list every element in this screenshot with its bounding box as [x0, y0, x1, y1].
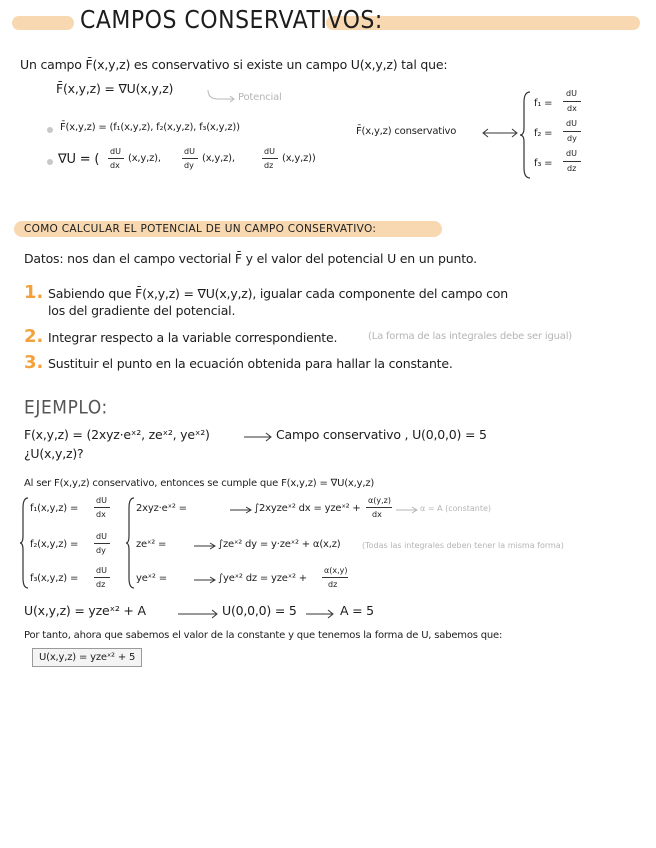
condition-lhs: f₂ =	[534, 128, 553, 139]
title-highlight-left	[12, 16, 74, 30]
arrow-icon	[306, 609, 334, 619]
condition-num: dU	[566, 89, 577, 98]
step-text: Integrar respecto a la variable correspondiente.	[48, 330, 338, 345]
row-frac-line	[322, 577, 348, 578]
example-result-line: U(x,y,z) = yzeˣ² + A	[24, 603, 146, 618]
row-frac-line	[94, 577, 110, 578]
condition-num: dU	[566, 149, 577, 158]
row-den: dx	[96, 510, 106, 519]
row-frac-line	[94, 507, 110, 508]
grad-frac-line	[262, 158, 278, 159]
double-arrow-icon	[480, 128, 520, 138]
arrow-icon	[194, 542, 216, 550]
example-heading: EJEMPLO:	[24, 397, 108, 419]
step-text: Sustituir el punto en la ecuación obtenida para hallar la constante.	[48, 356, 453, 371]
row-frac-num: α(x,y)	[324, 566, 348, 575]
potential-note: Potencial	[238, 92, 282, 103]
arrow-icon	[194, 576, 216, 584]
condition-frac-line	[563, 131, 581, 132]
note-arrow-icon	[396, 506, 418, 514]
row-frac-line	[94, 543, 110, 544]
condition-num: dU	[566, 119, 577, 128]
grad-frac-num: dU	[184, 147, 195, 156]
row-num: dU	[96, 496, 107, 505]
bullet-gradient-prefix: ∇U = (	[58, 152, 100, 167]
row-lhs: f₂(x,y,z) =	[30, 539, 79, 550]
definition-equation: F̄(x,y,z) = ∇U(x,y,z)	[56, 81, 174, 96]
row-frac-line	[366, 507, 392, 508]
example-constant: A = 5	[340, 603, 374, 618]
condition-frac-line	[563, 101, 581, 102]
step-number: 3.	[24, 352, 44, 373]
condition-lhs: f₃ =	[534, 158, 553, 169]
step-text: Sabiendo que F̄(x,y,z) = ∇U(x,y,z), igualar cada componente del campo con	[48, 286, 508, 301]
example-field: F(x,y,z) = (2xyz·eˣ², zeˣ², yeˣ²)	[24, 427, 210, 442]
grad-frac-num: dU	[264, 147, 275, 156]
definition-intro: Un campo F̄(x,y,z) es conservativo si existe un campo U(x,y,z) tal que:	[20, 57, 448, 72]
brace-left-icon	[20, 496, 30, 590]
row-lhs: f₃(x,y,z) =	[30, 573, 79, 584]
grad-frac-den: dz	[264, 161, 274, 170]
condition-lhs: f₁ =	[534, 98, 553, 109]
row-den: dz	[96, 580, 106, 589]
row-den: dy	[96, 546, 106, 555]
row-mid: zeˣ² =	[136, 539, 167, 550]
step-number: 1.	[24, 282, 44, 303]
grad-frac-line	[182, 158, 198, 159]
grad-term-1: (x,y,z),	[128, 153, 161, 164]
grad-term-3: (x,y,z))	[282, 153, 316, 164]
grad-frac-den: dy	[184, 161, 194, 170]
example-field-note: Campo conservativo , U(0,0,0) = 5	[276, 427, 487, 442]
step-note: (La forma de las integrales debe ser igual)	[368, 331, 572, 342]
step-text-continued: los del gradiente del potencial.	[48, 303, 236, 318]
row-integral: ∫2xyzeˣ² dx = yzeˣ² +	[254, 503, 361, 514]
row-note: (Todas las integrales deben tener la misma forma)	[362, 541, 564, 550]
row-integral: ∫zeˣ² dy = y·zeˣ² + α(x,z)	[218, 539, 341, 550]
row-num: dU	[96, 532, 107, 541]
arrow-icon	[178, 609, 218, 619]
conservative-label: F̄(x,y,z) conservativo	[356, 126, 457, 137]
example-question: ¿U(x,y,z)?	[24, 446, 84, 461]
potential-arrow-icon	[206, 90, 236, 102]
final-result-box	[32, 648, 142, 667]
row-mid: yeˣ² =	[136, 573, 167, 584]
bullet-dot	[47, 127, 53, 133]
row-frac-den: dz	[328, 580, 338, 589]
example-eval: U(0,0,0) = 5	[222, 603, 297, 618]
row-integral: ∫yeˣ² dz = yzeˣ² +	[218, 573, 307, 584]
section-datos: Datos: nos dan el campo vectorial F̄ y el valor del potencial U en un punto.	[24, 251, 477, 266]
grad-term-2: (x,y,z),	[202, 153, 235, 164]
row-note: α = A (constante)	[420, 504, 492, 513]
row-frac-den: dx	[372, 510, 382, 519]
bullet-dot	[47, 159, 53, 165]
example-conclusion: Por tanto, ahora que sabemos el valor de la constante y que tenemos la forma de U, sabemos que:	[24, 630, 503, 641]
section-title: COMO CALCULAR EL POTENCIAL DE UN CAMPO CONSERVATIVO:	[24, 223, 377, 235]
example-since: Al ser F(x,y,z) conservativo, entonces se cumple que F(x,y,z) = ∇U(x,y,z)	[24, 478, 375, 489]
bullet-field-components: F̄(x,y,z) = (f₁(x,y,z), f₂(x,y,z), f₃(x,y,z))	[60, 122, 240, 133]
page-title: CAMPOS CONSERVATIVOS:	[80, 6, 383, 35]
condition-frac-line	[563, 161, 581, 162]
row-num: dU	[96, 566, 107, 575]
condition-den: dx	[567, 104, 577, 113]
row-frac-num: α(y,z)	[368, 496, 391, 505]
brace-mid-icon	[126, 496, 136, 590]
row-mid: 2xyz·eˣ² =	[136, 503, 187, 514]
arrow-icon	[230, 506, 252, 514]
condition-den: dy	[567, 134, 577, 143]
row-lhs: f₁(x,y,z) =	[30, 503, 79, 514]
condition-den: dz	[567, 164, 577, 173]
grad-frac-line	[108, 158, 124, 159]
grad-frac-den: dx	[110, 161, 120, 170]
step-number: 2.	[24, 326, 44, 347]
arrow-icon	[244, 432, 272, 442]
brace-icon	[520, 90, 532, 180]
final-result: U(x,y,z) = yzeˣ² + 5	[39, 652, 136, 663]
grad-frac-num: dU	[110, 147, 121, 156]
